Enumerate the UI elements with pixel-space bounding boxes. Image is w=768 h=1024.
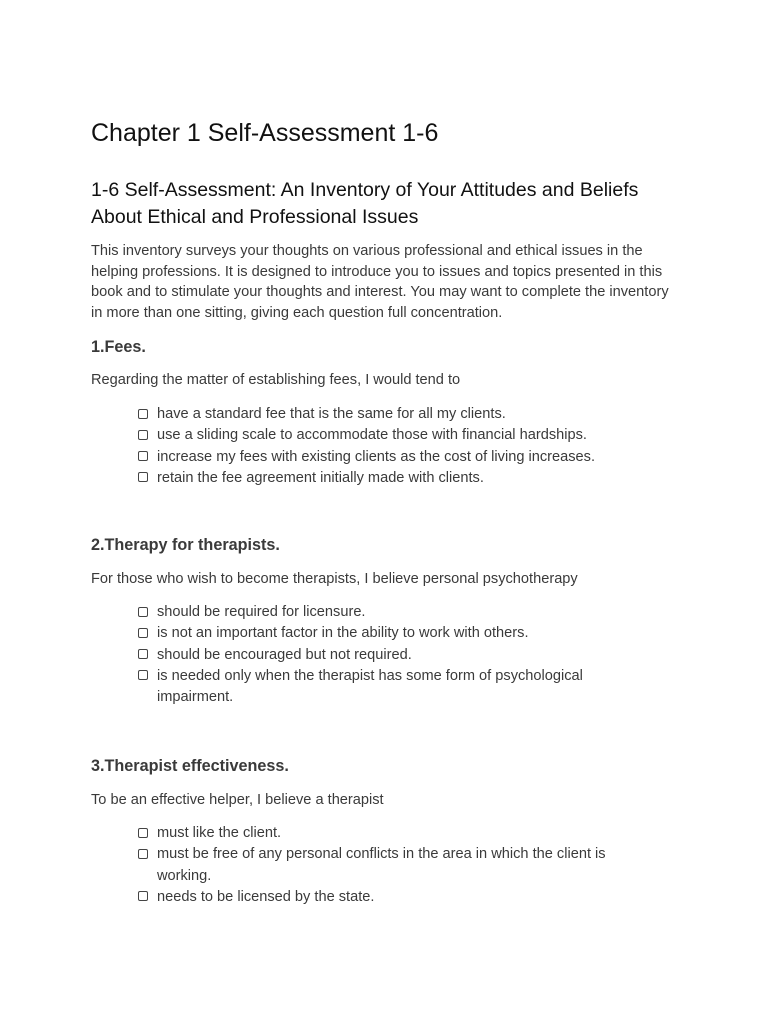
intro-paragraph: This inventory surveys your thoughts on various professional and ethical issues in the helping professions. It is designed to introduce you to issues and topics presented in this book and to stimulate your thoughts and interest. You may want to complete the inventory in more than one sitting, giving each question full concentration. [91, 243, 669, 322]
question-3-prompt: To be an effective helper, I believe a therapist [91, 792, 384, 808]
option-label: is needed only when the therapist has some form of psychological impairment. [157, 667, 583, 706]
checkbox[interactable] [138, 849, 148, 859]
question-2-option-1[interactable] [138, 602, 638, 623]
checkbox[interactable] [138, 670, 148, 680]
question-2-option-2[interactable] [138, 623, 638, 644]
question-2-prompt: For those who wish to become therapists, I believe personal psychotherapy [91, 571, 578, 587]
question-1-option-4[interactable] [138, 468, 638, 489]
checkbox[interactable] [138, 472, 148, 482]
option-label: is not an important factor in the ability to work with others. [157, 625, 529, 642]
option-label: retain the fee agreement initially made with clients. [157, 469, 484, 486]
question-2-option-3[interactable] [138, 645, 638, 666]
question-3-option-1[interactable] [138, 823, 638, 844]
question-2-options [138, 602, 638, 708]
checkbox[interactable] [138, 891, 148, 901]
question-1-option-2[interactable] [138, 425, 638, 446]
question-3-heading: 3.Therapist effectiveness. [91, 757, 289, 775]
option-label: must be free of any personal conflicts in the area in which the client is working. [157, 846, 606, 884]
question-2-heading: 2.Therapy for therapists. [91, 536, 280, 554]
checkbox[interactable] [138, 828, 148, 838]
checkbox[interactable] [138, 409, 148, 419]
option-label: needs to be licensed by the state. [157, 888, 375, 905]
option-label: have a standard fee that is the same for all my clients. [157, 406, 506, 422]
checkbox[interactable] [138, 607, 148, 617]
checkbox[interactable] [138, 430, 148, 440]
chapter-title: Chapter 1 Self-Assessment 1-6 [91, 119, 439, 147]
checkbox[interactable] [138, 628, 148, 638]
option-label: should be encouraged but not required. [157, 646, 412, 663]
option-label: increase my fees with existing clients as the cost of living increases. [157, 448, 596, 465]
checkbox[interactable] [138, 649, 148, 659]
question-1-options [138, 404, 638, 489]
option-label: should be required for licensure. [157, 604, 366, 620]
question-3-option-3[interactable] [138, 887, 638, 908]
question-1-prompt: Regarding the matter of establishing fees, I would tend to [91, 372, 461, 388]
question-1-heading: 1.Fees. [91, 338, 146, 356]
question-1-option-1[interactable] [138, 404, 638, 425]
checkbox[interactable] [138, 451, 148, 461]
question-3-option-2[interactable] [138, 844, 638, 887]
section-title: 1-6 Self-Assessment: An Inventory of Your Attitudes and Beliefs About Ethical and Professional Issues [91, 179, 639, 228]
option-label: must like the client. [157, 825, 282, 841]
question-2-option-4[interactable] [138, 666, 638, 709]
question-1-option-3[interactable] [138, 447, 638, 468]
question-3-options [138, 823, 638, 908]
option-label: use a sliding scale to accommodate those with financial hardships. [157, 427, 587, 444]
